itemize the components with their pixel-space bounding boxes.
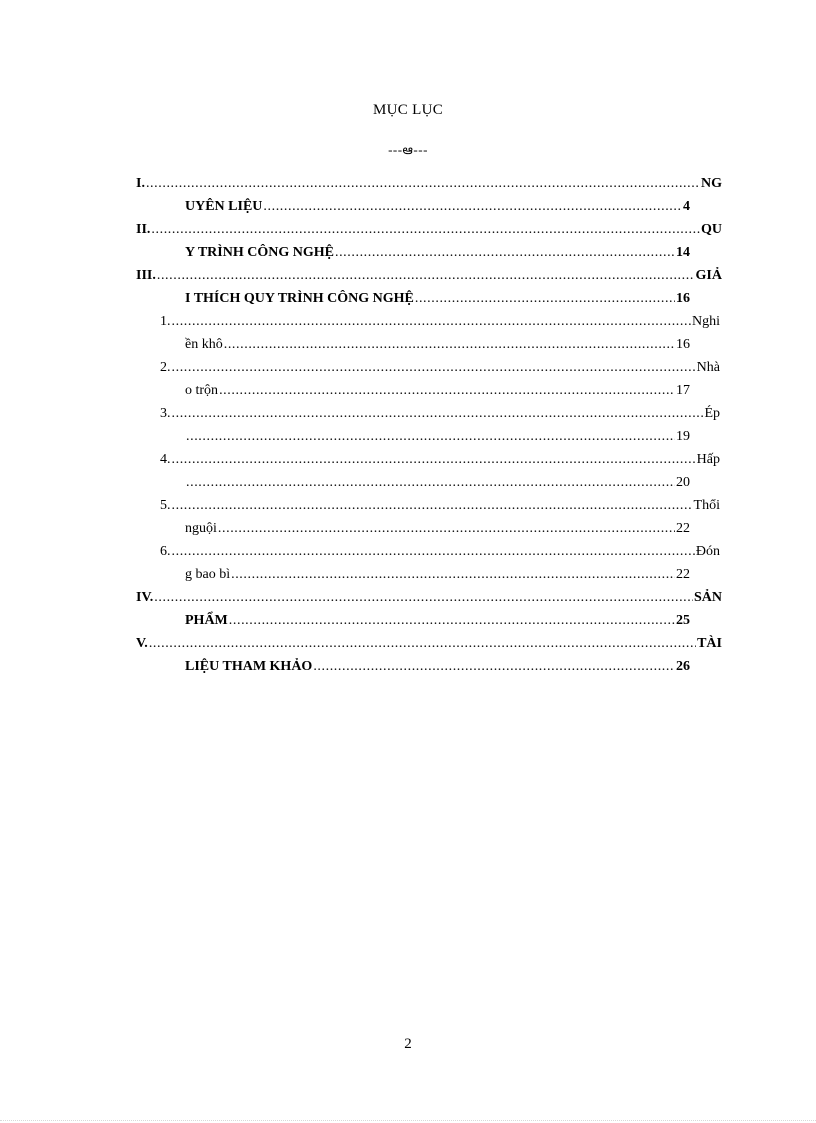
dot-leader [335, 243, 675, 263]
toc-entry-number: 1. [160, 314, 171, 329]
toc-entry-number: V. [136, 636, 148, 651]
dot-leader [218, 519, 675, 539]
dot-leader [263, 197, 682, 217]
toc-entry-title-rest: I THÍCH QUY TRÌNH CÔNG NGHỆ [185, 291, 414, 306]
toc-entry-line[interactable] [160, 542, 720, 562]
toc-entry-title-rest: LIỆU THAM KHẢO [185, 659, 313, 674]
toc-entry-line[interactable] [136, 588, 722, 608]
dot-leader [157, 266, 695, 286]
page-bottom-rule [0, 1120, 816, 1121]
page-number: 2 [404, 1036, 412, 1052]
toc-entry-title-rest: o trộn [185, 383, 219, 398]
dot-leader [231, 565, 675, 585]
dot-leader [186, 473, 675, 493]
toc-entry-line[interactable] [185, 565, 690, 585]
toc-entry-title-start: Nghi [692, 314, 720, 329]
dot-leader [154, 588, 693, 608]
dot-leader [172, 358, 696, 378]
toc-entry-line[interactable] [136, 220, 722, 240]
toc-entry-title-start: Nhà [696, 360, 720, 375]
toc-entry-title-rest: g bao bì [185, 567, 231, 582]
toc-entry-number: I. [136, 176, 145, 191]
toc-entry-title-start: QU [701, 222, 722, 237]
toc-entry-number: II. [136, 222, 151, 237]
toc-entry-title-start: TÀI [697, 636, 722, 651]
toc-entry-number: 3. [160, 406, 171, 421]
dot-leader [149, 634, 696, 654]
toc-title: MỤC LỤC [372, 102, 444, 118]
toc-entry-title-start: NG [701, 176, 722, 191]
toc-entry-line[interactable] [185, 473, 690, 493]
toc-entry-page: 16 [676, 337, 690, 352]
toc-entry-line[interactable] [160, 496, 720, 516]
toc-entry-title-start: SẢN [693, 590, 722, 605]
toc-entry-number: IV. [136, 590, 154, 605]
toc-entry-line[interactable] [136, 266, 722, 286]
toc-entry-line[interactable] [185, 427, 690, 447]
toc-entry-number: 5. [160, 498, 171, 513]
toc-entry-line[interactable] [160, 450, 720, 470]
dot-leader [172, 404, 704, 424]
dot-leader [224, 335, 675, 355]
toc-entry-line[interactable] [136, 174, 722, 194]
toc-entry-line[interactable] [185, 611, 690, 631]
toc-entry-title-rest: nguội [185, 521, 217, 536]
toc-entry-title-start: Thổi [693, 498, 720, 513]
toc-entry-number: 4. [160, 452, 171, 467]
toc-entry-line[interactable] [185, 381, 690, 401]
toc-entry-line[interactable] [185, 335, 690, 355]
toc-entry-page: 17 [676, 383, 690, 398]
toc-entry-number: 6. [160, 544, 171, 559]
toc-entry-page: 14 [676, 245, 690, 260]
toc-entry-title-start: GIẢ [695, 268, 722, 283]
toc-entry-page: 20 [676, 475, 690, 490]
dot-leader [219, 381, 675, 401]
dot-leader [186, 427, 675, 447]
toc-entry-line[interactable] [136, 634, 722, 654]
toc-entry-line[interactable] [185, 519, 690, 539]
toc-entry-line[interactable] [185, 289, 690, 309]
toc-entry-line[interactable] [185, 657, 690, 677]
dot-leader [229, 611, 675, 631]
toc-entry-title-start: Đón [695, 544, 720, 559]
toc-entry-page: 19 [676, 429, 690, 444]
toc-entry-line[interactable] [160, 312, 720, 332]
toc-entry-title-rest: PHẨM [185, 613, 228, 628]
toc-entry-page: 22 [676, 521, 690, 536]
toc-entry-line[interactable] [185, 197, 690, 217]
toc-entry-page: 16 [676, 291, 690, 306]
toc-entry-page: 26 [676, 659, 690, 674]
toc-entry-number: III. [136, 268, 156, 283]
toc-entry-title-rest: Y TRÌNH CÔNG NGHỆ [185, 245, 334, 260]
dot-leader [172, 312, 692, 332]
toc-entry-title-rest: ền khô [185, 337, 223, 352]
dot-leader [151, 220, 700, 240]
dot-leader [172, 542, 695, 562]
dot-leader [415, 289, 675, 309]
dot-leader [313, 657, 675, 677]
toc-entry-line[interactable] [185, 243, 690, 263]
toc-entry-number: 2. [160, 360, 171, 375]
dot-leader [146, 174, 700, 194]
toc-entry-page: 4 [683, 199, 690, 214]
toc-entry-title-start: Hấp [696, 452, 720, 467]
ornament-divider: ---ఆ--- [388, 142, 428, 157]
toc-entry-title-rest: UYÊN LIỆU [185, 199, 263, 214]
toc-entry-page: 25 [676, 613, 690, 628]
dot-leader [172, 450, 696, 470]
toc-entry-line[interactable] [160, 404, 720, 424]
toc-entry-page: 22 [676, 567, 690, 582]
dot-leader [172, 496, 693, 516]
toc-entry-title-start: Ép [704, 406, 720, 421]
toc-entry-line[interactable] [160, 358, 720, 378]
